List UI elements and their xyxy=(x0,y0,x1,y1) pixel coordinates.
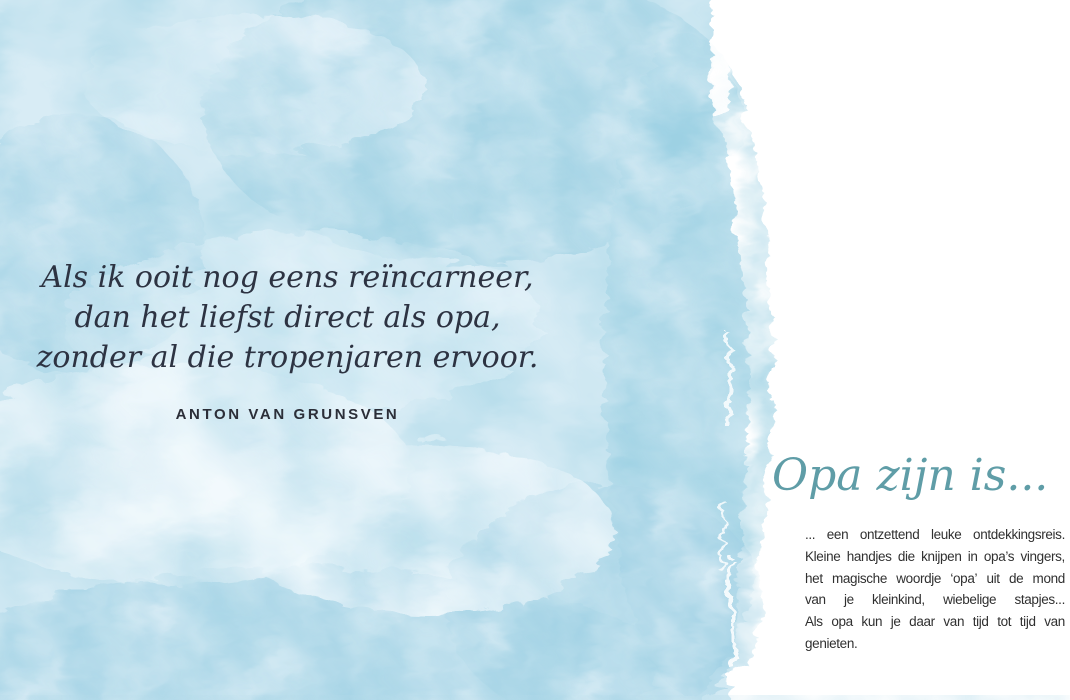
quote-line: Als ik ooit nog eens reïncarneer, xyxy=(41,260,534,295)
body-line: genieten. xyxy=(805,635,858,651)
quote-line: zonder al die tropenjaren ervoor. xyxy=(36,340,539,375)
body-line: van je kleinkind, wiebelige stapjes... xyxy=(805,592,1065,608)
body-line: Kleine handjes die knijpen in opa’s vingers, xyxy=(805,548,1065,564)
body-line: ... een ontzettend leuke ontdekkingsreis. xyxy=(805,527,1065,542)
body-line: Als opa kun je daar van tijd tot tijd van xyxy=(805,614,1065,630)
quote-line: dan het liefst direct als opa, xyxy=(74,300,501,335)
quote xyxy=(30,258,545,378)
section-heading: Opa zijn is... xyxy=(772,450,1049,501)
quote-attribution: ANTON VAN GRUNSVEN xyxy=(175,406,400,423)
body-text xyxy=(805,524,1065,655)
body-line: het magische woordje ‘opa’ uit de mond xyxy=(805,570,1065,586)
